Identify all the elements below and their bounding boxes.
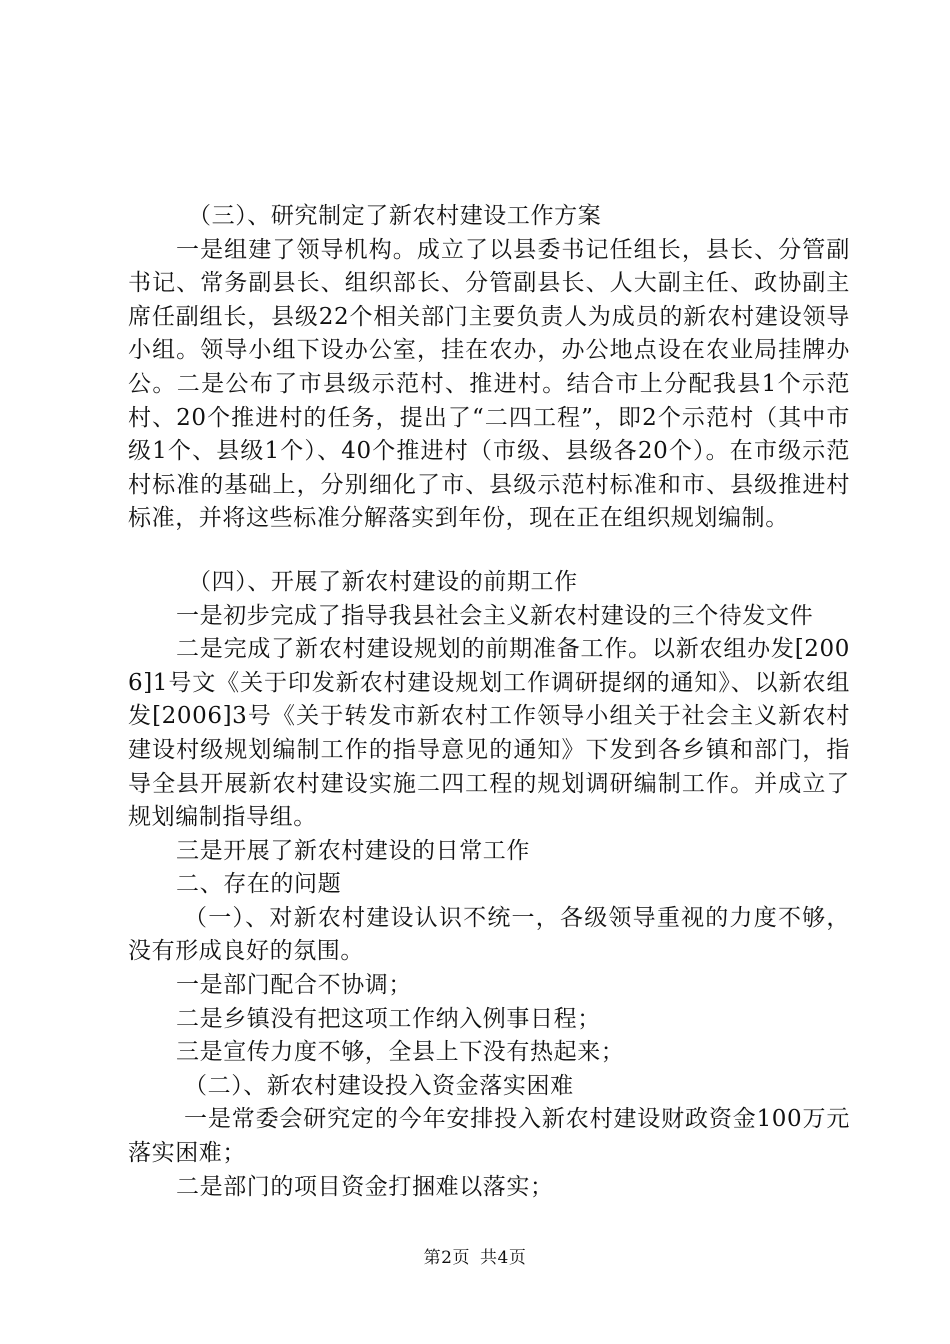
subsection-heading-one: （一）、对新农村建设认识不统一，各级领导重视的力度不够，没有形成良好的氛围。 — [128, 904, 850, 965]
list-item-project-funds: 二是部门的项目资金打捆难以落实； — [176, 1173, 554, 1200]
paragraph-daily-work: 三是开展了新农村建设的日常工作 — [176, 837, 530, 864]
page-footer — [0, 1243, 950, 1268]
list-item-funding: 一是常委会研究定的今年安排投入新农村建设财政资金100万元落实困难； — [128, 1106, 850, 1167]
section-heading-problems: 二、存在的问题 — [176, 871, 342, 898]
page-number: 第2页 — [423, 1248, 470, 1268]
paragraph-documents: 一是初步完成了指导我县社会主义新农村建设的三个待发文件 — [176, 602, 814, 629]
paragraph-planning: 二是完成了新农村建设规划的前期准备工作。以新农组办发[2006]1号文《关于印发新农村建设规划工作调研提纲的通知》、以新农组发[2006]3号《关于转发市新农村工作领导小组关于社会主义新农村建设村级规划编制工作的指导意见的通知》下发到各乡镇和部门，指导全县开展新农村建设实施二四工程的规划调研编制工作。并成立了规划编制指导组。 — [128, 636, 850, 831]
list-item-publicity: 三是宣传力度不够，全县上下没有热起来； — [176, 1039, 625, 1066]
page-total: 共4页 — [480, 1248, 527, 1268]
section-heading-four: （四）、开展了新农村建设的前期工作 — [188, 568, 578, 595]
section-heading-three: （三）、研究制定了新农村建设工作方案 — [188, 203, 602, 229]
document-body — [128, 200, 850, 1204]
subsection-heading-two: （二）、新农村建设投入资金落实困难 — [184, 1072, 574, 1099]
paragraph-gap — [128, 536, 850, 566]
paragraph-leadership: 一是组建了领导机构。成立了以县委书记任组长，县长、分管副书记、常务副县长、组织部长、分管副县长、人大副主任、政协副主席任副组长，县级22个相关部门主要负责人为成员的新农村建设领导小组。领导小组下设办公室，挂在农办，办公地点设在农业局挂牌办公。二是公布了市县级示范村、推进村。结合市上分配我县1个示范村、20个推进村的任务，提出了“二四工程”，即2个示范村（其中市级1个、县级1个）、40个推进村（市级、县级各20个）。在市级示范村标准的基础上，分别细化了市、县级示范村标准和市、县级推进村标准，并将这些标准分解落实到年份，现在正在组织规划编制。 — [128, 236, 850, 532]
list-item-agenda: 二是乡镇没有把这项工作纳入例事日程； — [176, 1005, 601, 1032]
list-item-coordination: 一是部门配合不协调； — [176, 972, 412, 999]
